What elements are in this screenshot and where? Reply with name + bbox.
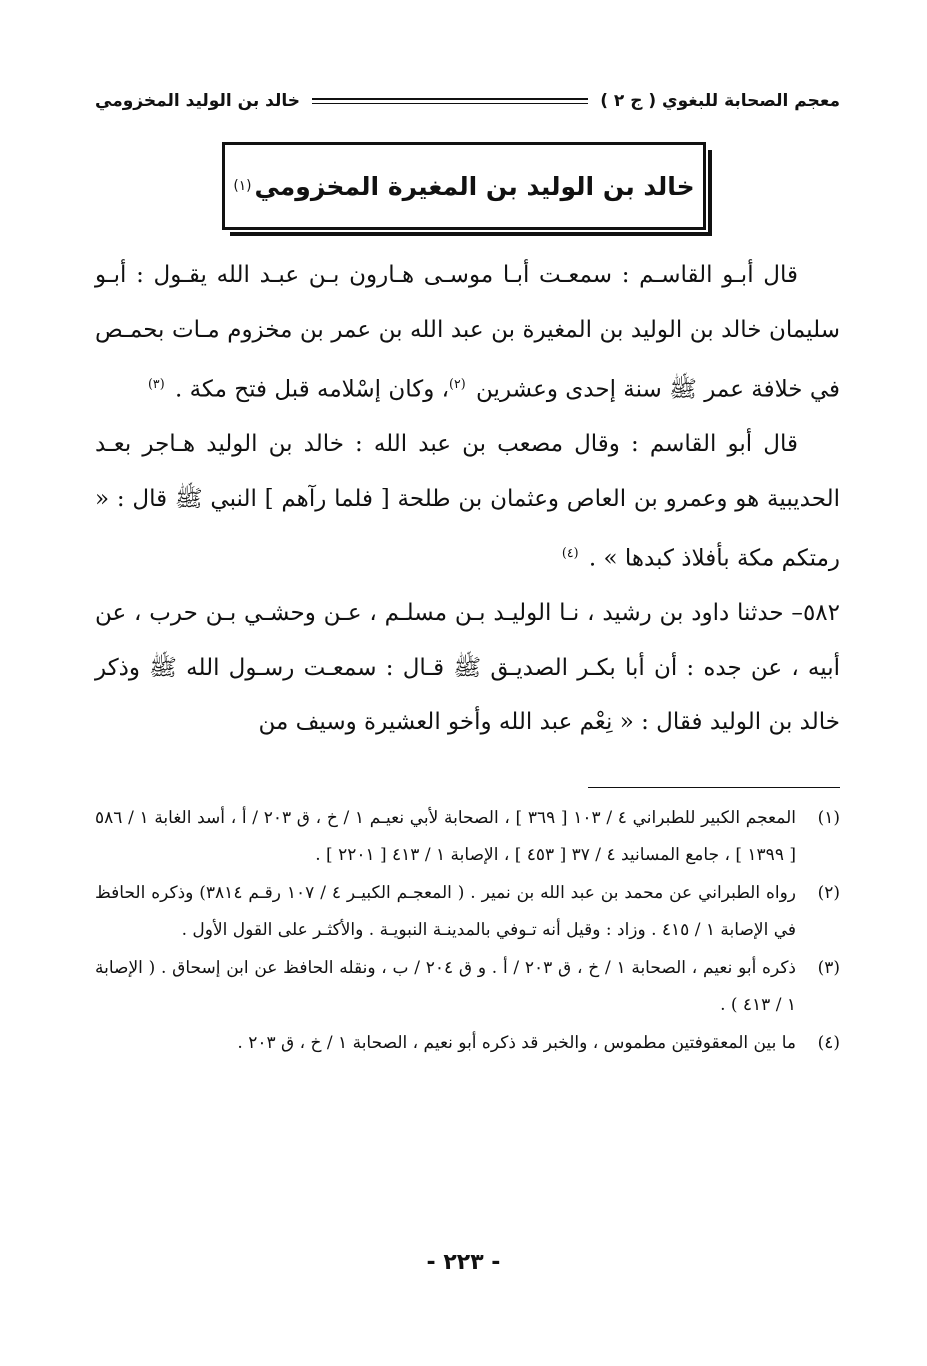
hadith-582: ٥٨٢– حدثنا داود بن رشيد ، نـا الوليـد بـن مسلـم ، عـن وحشـي بـن حرب ، عن أبيه ، عن جده : أن أبا بكـر الصديـق ﷺ قـال : سمعـت رسـول الله ﷺ وذكر خالد بن الوليد فقال : « نِعْم عبد الله وأخو العشيرة وسيف من xyxy=(95,600,840,736)
footnote-text: المعجم الكبير للطبراني ٤ / ١٠٣ [ ٣٦٩ ] ، الصحابة لأبي نعيـم ١ / خ ، ق ٢٠٣ / أ ، أسد الغابة ١ / ٥٨٦ [ ١٣٩٩ ] ، جامع المسانيد ٤ / ٣٧ [ ٤٥٣ ] ، الإصابة ١ / ٤١٣ [ ٢٢٠١ ] . xyxy=(95,808,796,865)
footnote-separator xyxy=(588,787,840,788)
header-chapter-title: خالد بن الوليد المخزومي xyxy=(95,91,301,111)
running-header xyxy=(95,86,840,116)
footnote-ref-3: (٣) xyxy=(147,376,165,391)
footnote-number: (٣) xyxy=(817,958,840,978)
footnote-text: ذكره أبو نعيم ، الصحابة ١ / خ ، ق ٢٠٣ / أ . و ق ٢٠٤ / ب ، ونقله الحافظ عن ابن إسحاق . ( الإصابة ١ / ٤١٣ ) . xyxy=(95,958,797,1015)
footnote-number: (١) xyxy=(817,808,840,828)
footnote-4 xyxy=(95,1025,840,1062)
header-book-title: معجم الصحابة للبغوي ( ج ٢ ) xyxy=(600,91,840,111)
section-title: خالد بن الوليد بن المغيرة المخزومي xyxy=(254,171,695,201)
footnote-2 xyxy=(95,875,840,949)
footnotes xyxy=(95,800,840,1063)
paragraph-1 xyxy=(95,248,840,417)
footnote-text: رواه الطبراني عن محمد بن عبد الله بن نمير . ( المعجـم الكبيـر ٤ / ١٠٧ رقـم ٣٨١٤) وذكره الحافظ في الإصابة ١ / ٤١٥ . وزاد : وقيل أنه تـوفي بالمدينـة النبويـة . والأكثـر على القول الأول . xyxy=(95,883,796,940)
footnote-number: (٢) xyxy=(817,883,840,903)
header-rule xyxy=(312,98,588,104)
title-footnote-ref: (١) xyxy=(233,178,252,194)
paragraph-1-text: قال أبـو القاسـم : سمعـت أبـا موسـى هـارون بـن عبـد الله يقـول : أبـو سليمان خالد بن الوليد بن المغيرة بن عبد الله بن عمر بن مخزوم مـات بحمـص في خلافة عمر ﷺ سنة إحدى وعشرين xyxy=(95,262,840,403)
footnote-text: ما بين المعقوفتين مطموس ، والخبر قد ذكره أبو نعيم ، الصحابة ١ / خ ، ق ٢٠٣ . xyxy=(237,1033,796,1053)
page-number: - ٢٢٣ - xyxy=(426,1250,501,1275)
footnote-ref-4: (٤) xyxy=(561,545,579,561)
footnote-ref-2: (٢) xyxy=(449,376,466,391)
paragraph-1-text-end: ، وكان إسْلامه قبل فتح مكة . xyxy=(174,376,450,403)
footnote-number: (٤) xyxy=(817,1033,840,1053)
paragraph-2 xyxy=(95,417,840,586)
body-text xyxy=(95,248,840,750)
footnote-1 xyxy=(95,800,840,874)
section-title-box xyxy=(222,142,706,230)
footnote-3 xyxy=(95,950,840,1024)
paragraph-2-text: قال أبو القاسم : وقال مصعب بن عبد الله : خالد بن الوليد هـاجر بعـد الحديبية هو وعمرو بن العاص وعثمان بن طلحة [ فلما رآهم ] النبي ﷺ قال : « رمتكم مكة بأفلاذ كبدها » . xyxy=(95,431,840,572)
